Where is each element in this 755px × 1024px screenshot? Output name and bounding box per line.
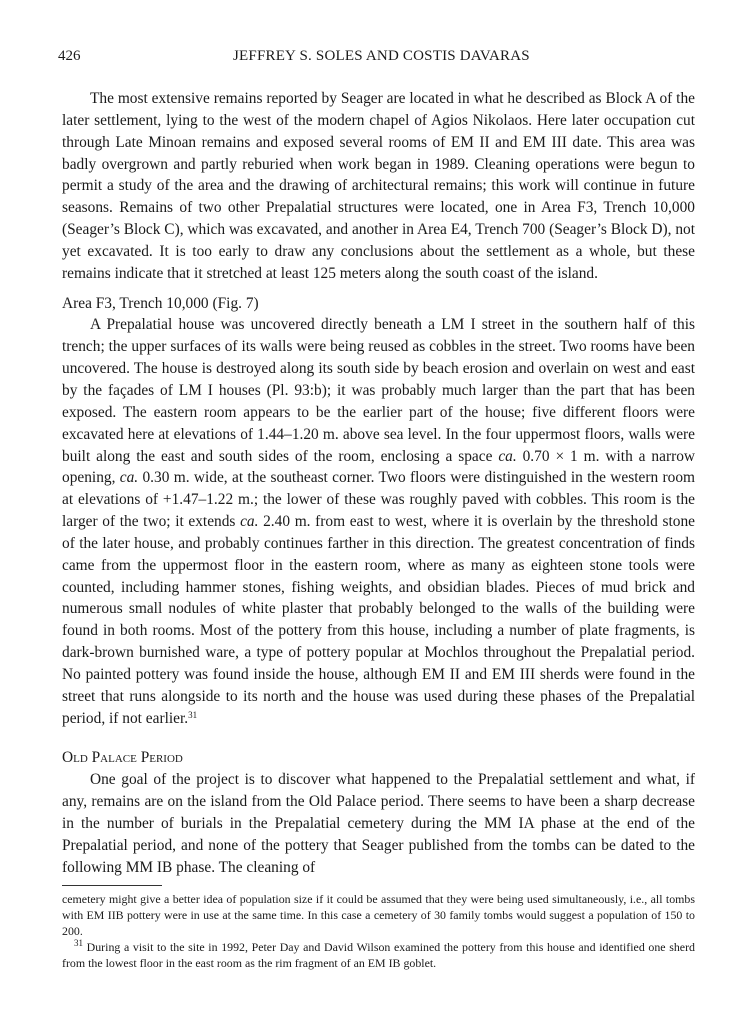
footnote-rule (62, 885, 162, 886)
footnotes (62, 891, 695, 972)
paragraph-block-a: The most extensive remains reported by Seager are located in what he described as Block A of the later settlement, lying to the west of the modern chapel of Agios Nikolaos. Here later occupation cut through Late Minoan remains and exposed several rooms of EM II and EM III date. This area was badly overgrown and partly reburied when work began in 1989. Cleaning operations were begun to permit a study of the area and the drawing of architectural remains; this work will continue in future seasons. Remains of two other Prepalatial structures were located, one in Area F3, Trench 10,000 (Seager’s Block C), which was excavated, and another in Area E4, Trench 700 (Seager’s Block D), not yet excavated. It is too early to draw any conclusions about the settlement as a whole, but these remains indicate that it stretched at least 125 meters along the south coast of the island. (62, 90, 695, 282)
paragraph-old-palace: One goal of the project is to discover what happened to the Prepalatial settlement and what, if any, remains are on the island from the Old Palace period. There seems to have been a sharp decrease in the number of burials in the Prepalatial cemetery during the MM IA phase at the end of the Prepalatial period, and none of the pottery that Seager published from the tombs can be dated to the following MM IB phase. The cleaning of (62, 771, 695, 876)
footnote-number-31: 31 (74, 938, 83, 949)
footnote-continued: cemetery might give a better idea of population size if it could be assumed that they were being used simultaneously, i.e., all tombs with EM IIB pottery were in use at the same time. In this case a cemetery of 30 family tombs would suggest a population of 150 to 200. (62, 891, 695, 938)
section-heading-old-palace: Old Palace Period (62, 749, 183, 767)
running-head: JEFFREY S. SOLES AND COSTIS DAVARAS (233, 48, 530, 64)
page-header (58, 48, 695, 70)
paragraph-prepalatial-house: A Prepalatial house was uncovered directly beneath a LM I street in the southern half of this trench; the upper surfaces of its walls were being reused as cobbles in the street. Two rooms have been uncovered. The house is destroyed along its south side by beach erosion and overlain on west and east by the façades of LM I houses (Pl. 93:b); it was probably much larger than the part that has been exposed. The eastern room appears to be the earlier part of the house; five different floors were excavated here at elevations of 1.44–1.20 m. above sea level. In the four uppermost floors, walls were built along the east and south sides of the room, enclosing a space ca. 0.70 × 1 m. with a narrow opening, ca. 0.30 m. wide, at the southeast corner. Two floors were distinguished in the western room at elevations of +1.47–1.22 m.; the lower of these was roughly paved with cobbles. This room is the larger of the two; it extends ca. 2.40 m. from east to west, where it is overlain by the threshold stone of the later house, and probably continues farther in this direction. The greatest concentration of finds came from the uppermost floor in the eastern room, where as many as eighteen stone tools were counted, including hammer stones, fishing weights, and obsidian blades. Pieces of mud brick and numerous small nodules of white plaster that probably belonged to the walls of the building were found in both rooms. Most of the pottery from this house, including a number of plate fragments, is dark-brown burnished ware, a type of pottery popular at Mochlos throughout the Prepalatial period. No painted pottery was found inside the house, although EM II and EM III sherds were found in the street that runs alongside to its north and the house was used during these phases of the Prepalatial period, if not earlier.$^{31}$ (62, 316, 696, 727)
body-text (62, 88, 695, 879)
footnote-ref-31[interactable]: 31 (188, 709, 198, 720)
footnote-31: $^{31}$ During a visit to the site in 1992, Peter Day and David Wilson examined the pottery from this house and identified one sherd from the lowest floor in the east room as the rim fragment of an EM IB goblet. (62, 938, 695, 971)
page-number: 426 (58, 48, 81, 64)
subsection-heading-area-f3: Area F3, Trench 10,000 (Fig. 7) (62, 294, 259, 312)
page (58, 48, 696, 972)
